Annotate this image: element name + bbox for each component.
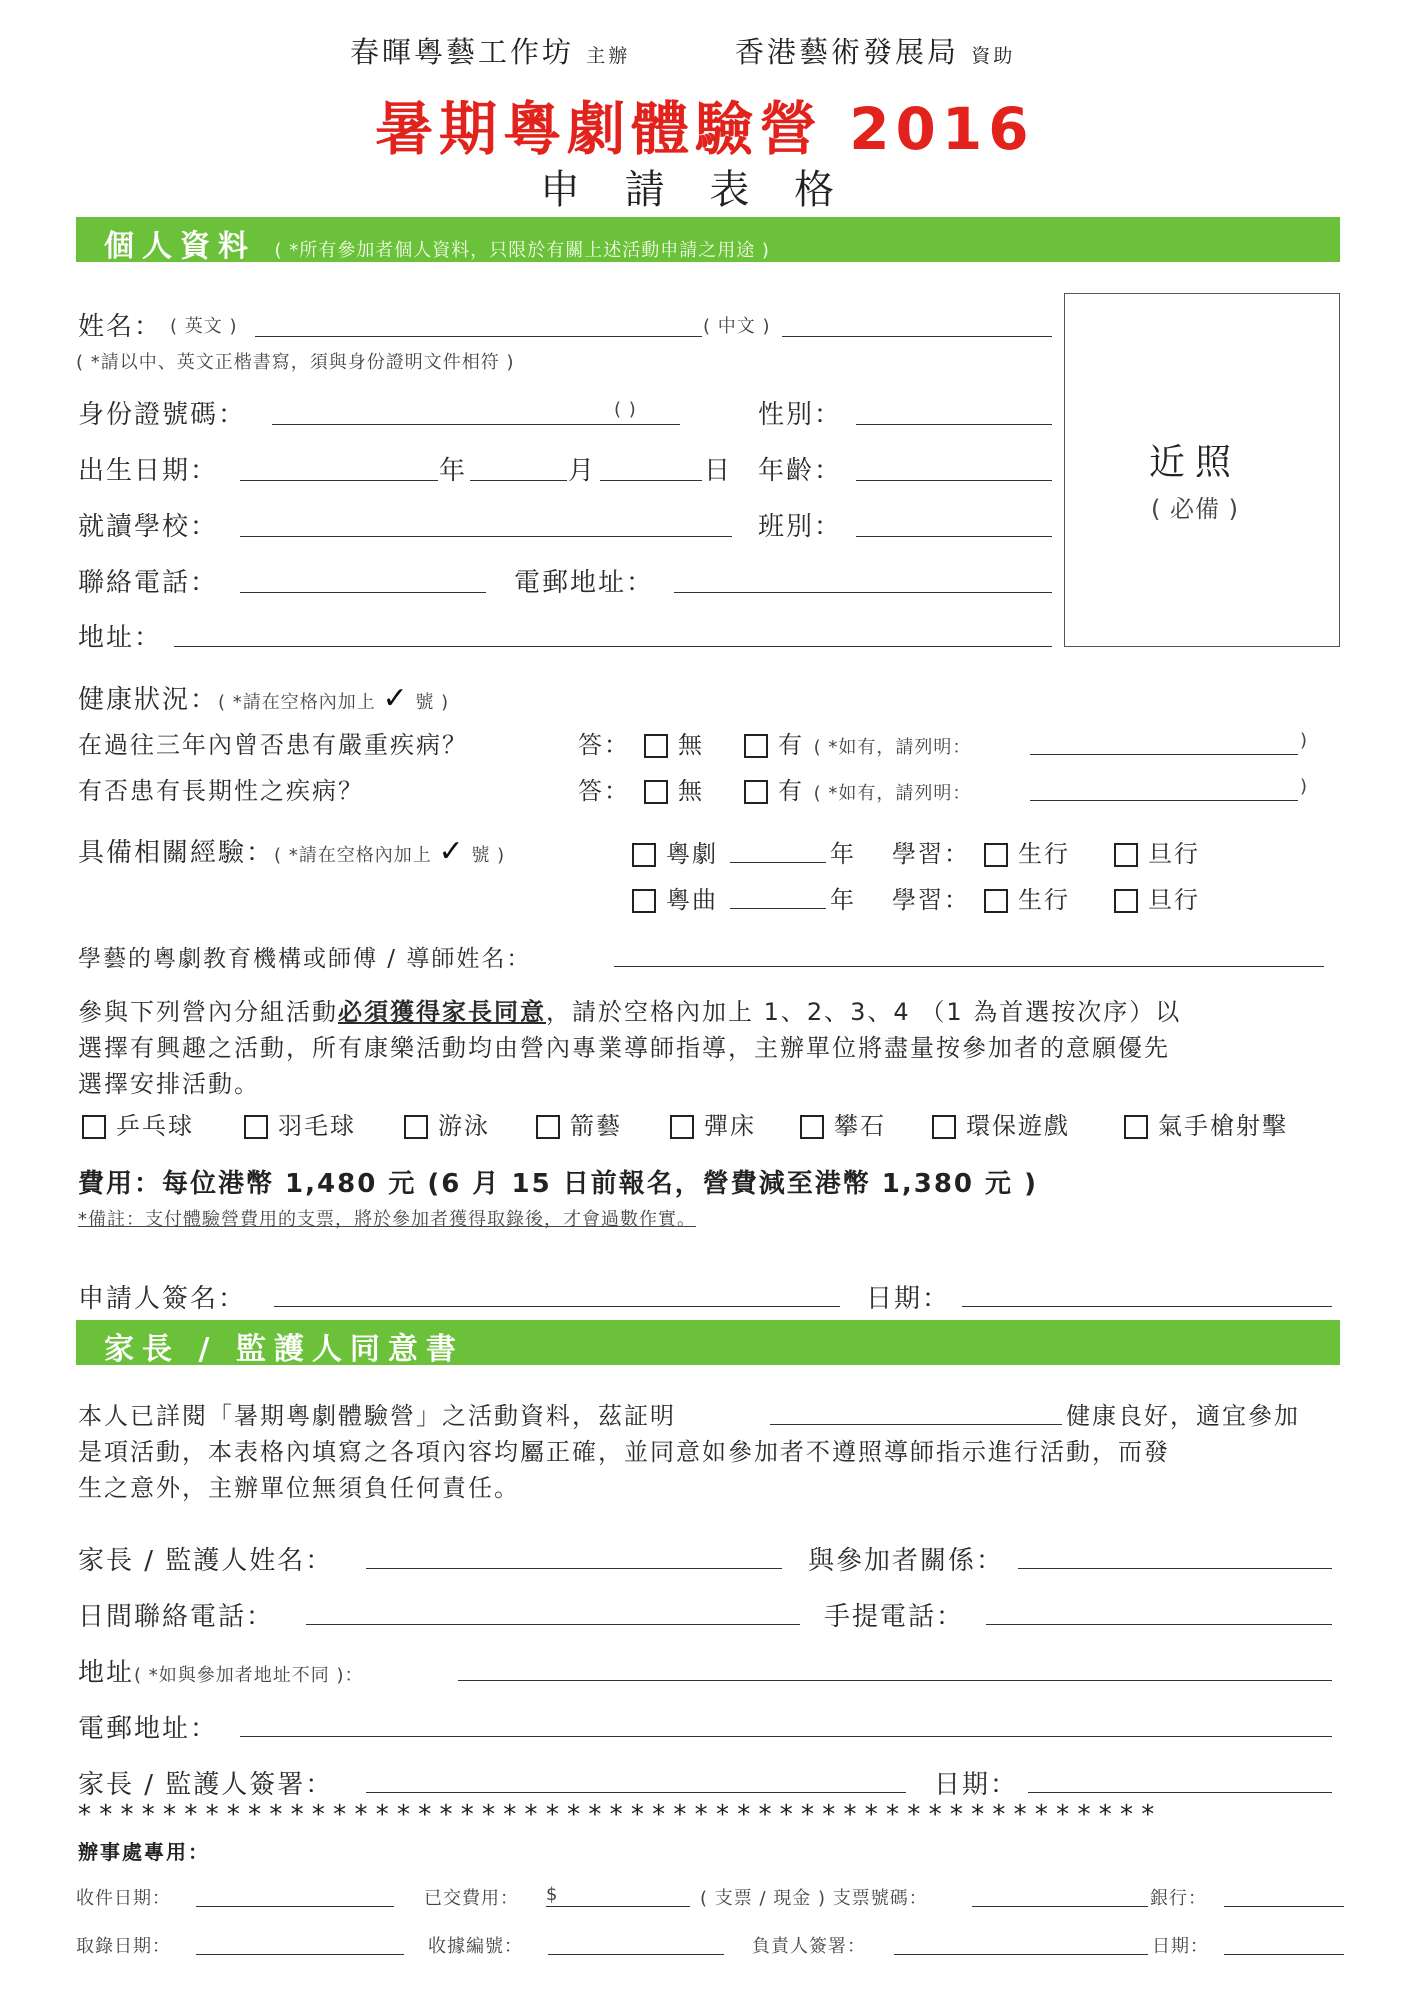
song-learn: 學習： — [892, 886, 970, 914]
photo-box[interactable] — [1064, 293, 1340, 647]
office-date-label: 日期： — [1152, 1936, 1209, 1957]
photo-title: 近照 — [1149, 442, 1242, 483]
parent-address-field[interactable] — [458, 1680, 1332, 1681]
organizer — [350, 30, 630, 71]
name-zh-label: ( 中文 ) — [703, 316, 771, 337]
dob-year-field[interactable] — [240, 480, 438, 481]
received-date-field[interactable] — [196, 1906, 394, 1907]
parent-date-field[interactable] — [1028, 1792, 1332, 1793]
parent-name-field[interactable] — [366, 1568, 782, 1569]
health-q1-close: ) — [1300, 730, 1309, 751]
rank-box[interactable] — [670, 1115, 694, 1139]
email-label: 電郵地址： — [514, 568, 655, 598]
phone-field[interactable] — [240, 592, 486, 593]
dollar-sign: $ — [546, 1884, 559, 1905]
opera-learn: 學習： — [892, 840, 970, 868]
applicant-date-field[interactable] — [962, 1306, 1332, 1307]
name-en-field[interactable] — [255, 336, 702, 337]
activities-para-2: 選擇有興趣之活動，所有康樂活動均由營內專業導師指導，主辦單位將盡量按參加者的意願優先 — [78, 1034, 1170, 1062]
relation-label: 與參加者關係： — [808, 1546, 1005, 1576]
officer-sign-label: 負責人簽署： — [752, 1936, 866, 1957]
office-date-field[interactable] — [1224, 1954, 1344, 1955]
name-zh-field[interactable] — [782, 336, 1052, 337]
checkbox[interactable] — [644, 780, 668, 804]
personal-band-note: ( *所有參加者個人資料，只限於有關上述活動申請之用途 ) — [274, 240, 770, 261]
parent-date-label: 日期： — [934, 1770, 1019, 1800]
dob-year-unit: 年 — [439, 456, 468, 486]
health-q2-yes[interactable]: 有 ( *如有，請列明： — [744, 771, 971, 806]
cheque-number-field[interactable] — [972, 1906, 1148, 1907]
parent-consent-band — [76, 1320, 1340, 1365]
teacher-field[interactable] — [614, 966, 1324, 967]
dob-month-unit: 月 — [568, 456, 597, 486]
health-q1-yes[interactable]: 有 ( *如有，請列明： — [744, 725, 971, 760]
id-label: 身份證號碼： — [78, 400, 247, 430]
gender-field[interactable] — [856, 424, 1052, 425]
address-label: 地址： — [78, 623, 163, 653]
page-title: 暑期粵劇體驗營 2016 — [375, 95, 1035, 163]
health-label — [78, 679, 449, 716]
parent-sign-label: 家長 / 監護人簽署： — [78, 1770, 334, 1800]
experience-title: 具備相關經驗： — [78, 838, 275, 868]
age-field[interactable] — [856, 480, 1052, 481]
checkbox[interactable] — [744, 734, 768, 758]
class-field[interactable] — [856, 536, 1052, 537]
receipt-label: 收據編號： — [428, 1936, 523, 1957]
checkbox[interactable] — [632, 889, 656, 913]
experience-note-end: 號 ) — [471, 845, 506, 866]
parent-band-title: 家長 / 監護人同意書 — [104, 1332, 464, 1367]
office-label: 辦事處專用： — [78, 1840, 210, 1864]
dob-day-unit: 日 — [704, 456, 733, 486]
rank-box[interactable] — [82, 1115, 106, 1139]
personal-info-band — [76, 217, 1340, 262]
address-field[interactable] — [174, 646, 1052, 647]
photo-note: ( 必備 ) — [1151, 495, 1239, 523]
form-subtitle: 申 請 表 格 — [540, 167, 851, 213]
name-en-label: ( 英文 ) — [170, 316, 238, 337]
health-note-end: 號 ) — [415, 692, 450, 713]
applicant-sign-label: 申請人簽名： — [78, 1284, 247, 1314]
activities-para-3: 選擇安排活動。 — [78, 1070, 260, 1098]
mobile-label: 手提電話： — [824, 1602, 965, 1632]
health-q2-close: ) — [1300, 776, 1309, 797]
parent-address-label: 地址( *如與參加者地址不同 )： — [78, 1658, 364, 1688]
day-phone-label: 日間聯絡電話： — [78, 1602, 275, 1632]
health-note: ( *請在空格內加上 — [218, 692, 376, 713]
receipt-field[interactable] — [548, 1954, 724, 1955]
checkbox[interactable] — [632, 843, 656, 867]
dob-day-field[interactable] — [600, 480, 702, 481]
mobile-field[interactable] — [986, 1624, 1332, 1625]
health-q2-detail-field[interactable] — [1030, 800, 1298, 801]
experience-label — [78, 832, 505, 869]
health-title: 健康狀況： — [78, 685, 219, 715]
id-check-digit[interactable]: ( ) — [614, 399, 637, 420]
day-phone-field[interactable] — [306, 1624, 800, 1625]
personal-band-title: 個人資料 — [104, 229, 256, 264]
health-q2-no[interactable]: 無 — [644, 771, 704, 806]
class-label: 班別： — [758, 512, 843, 542]
health-q2: 有否患有長期性之疾病？ — [78, 777, 364, 805]
checkbox[interactable] — [644, 734, 668, 758]
school-label: 就讀學校： — [78, 512, 219, 542]
consent-line-1b: 健康良好，適宜參加 — [1066, 1402, 1300, 1430]
rank-box[interactable] — [404, 1115, 428, 1139]
teacher-label: 學藝的粵劇教育機構或師傅 / 導師姓名： — [78, 946, 532, 972]
organizer-name: 春暉粵藝工作坊 — [350, 35, 575, 69]
email-field[interactable] — [674, 592, 1052, 593]
checkbox[interactable] — [984, 843, 1008, 867]
name-label: 姓名： — [78, 312, 163, 342]
received-date-label: 收件日期： — [76, 1888, 171, 1909]
dob-label: 出生日期： — [78, 456, 219, 486]
checkbox[interactable] — [1114, 843, 1138, 867]
fee-text: 費用：每位港幣 1,480 元 (6 月 15 日前報名，營費減至港幣 1,380 元 ) — [78, 1169, 1038, 1199]
health-q1: 在過往三年內曾否患有嚴重疾病？ — [78, 731, 468, 759]
song-year-unit: 年 — [830, 886, 856, 914]
paid-amount-field[interactable] — [546, 1906, 690, 1907]
health-q1-answer: 答： — [578, 731, 630, 759]
school-field[interactable] — [240, 536, 732, 537]
admit-date-label: 取錄日期： — [76, 1936, 171, 1957]
rank-box[interactable] — [536, 1115, 560, 1139]
sponsor-name: 香港藝術發展局 — [735, 35, 960, 69]
applicant-sign-field[interactable] — [274, 1306, 840, 1307]
opera-years-field[interactable] — [730, 862, 826, 863]
parent-name-label: 家長 / 監護人姓名： — [78, 1546, 334, 1576]
fee-note: *備註：支付體驗營費用的支票，將於參加者獲得取錄後，才會過數作實。 — [78, 1209, 696, 1230]
opera-female-role[interactable]: 旦行 — [1114, 834, 1200, 869]
activities-para-1: 參與下列營內分組活動必須獲得家長同意，請於空格內加上 1、2、3、4 （1 為首選按次序）以 — [78, 998, 1182, 1026]
consent-line-3: 生之意外，主辦單位無須負任何責任。 — [78, 1474, 520, 1502]
experience-opera[interactable]: 粵劇 — [632, 834, 718, 869]
song-female-role[interactable]: 旦行 — [1114, 880, 1200, 915]
parent-sign-field[interactable] — [366, 1792, 906, 1793]
separator-stars: * * * * * * * * * * * * * * * * * * * * * * * * * * * * * * * * * * * * * * * * * * * * * * * * * * * — [78, 1800, 1155, 1830]
gender-label: 性別： — [758, 400, 843, 430]
health-q2-answer: 答： — [578, 777, 630, 805]
checkbox[interactable] — [984, 889, 1008, 913]
applicant-date-label: 日期： — [866, 1284, 951, 1314]
bank-field[interactable] — [1224, 1906, 1344, 1907]
experience-song[interactable]: 粵曲 — [632, 880, 718, 915]
parent-email-field[interactable] — [240, 1736, 1332, 1737]
parent-address-note: ( *如與參加者地址不同 )： — [134, 1665, 364, 1686]
activity-table-tennis[interactable]: 乒乓球 — [82, 1106, 194, 1141]
check-mark-icon: ✓ — [438, 834, 465, 869]
rank-box[interactable] — [1124, 1115, 1148, 1139]
sponsor — [735, 30, 1015, 71]
bank-label: 銀行： — [1150, 1888, 1207, 1909]
organizer-role: 主辦 — [586, 45, 631, 67]
activity-badminton[interactable]: 羽毛球 — [244, 1106, 356, 1141]
id-field[interactable] — [272, 424, 680, 425]
rank-box[interactable] — [800, 1115, 824, 1139]
activity-swimming[interactable]: 游泳 — [404, 1106, 490, 1141]
song-years-field[interactable] — [730, 908, 826, 909]
activity-trampoline[interactable]: 彈床 — [670, 1106, 756, 1141]
parent-email-label: 電郵地址： — [78, 1714, 219, 1744]
opera-male-role[interactable]: 生行 — [984, 834, 1070, 869]
consent-line-2: 是項活動，本表格內填寫之各項內容均屬正確，並同意如參加者不遵照導師指示進行活動，而發 — [78, 1438, 1170, 1466]
name-note: ( *請以中、英文正楷書寫，須與身份證明文件相符 ) — [76, 352, 515, 373]
officer-sign-field[interactable] — [894, 1954, 1148, 1955]
relation-field[interactable] — [1018, 1568, 1332, 1569]
experience-note: ( *請在空格內加上 — [274, 845, 432, 866]
parent-consent-required: 必須獲得家長同意 — [338, 998, 546, 1026]
participant-name-field[interactable] — [770, 1424, 1062, 1425]
phone-label: 聯絡電話： — [78, 568, 219, 598]
sponsor-role: 資助 — [971, 45, 1016, 67]
consent-line-1a: 本人已詳閱「暑期粵劇體驗營」之活動資料，茲証明 — [78, 1402, 676, 1430]
rank-box[interactable] — [244, 1115, 268, 1139]
activity-rock-climbing[interactable]: 攀石 — [800, 1106, 886, 1141]
health-q1-no[interactable]: 無 — [644, 725, 704, 760]
opera-year-unit: 年 — [830, 840, 856, 868]
health-q1-detail-field[interactable] — [1030, 754, 1298, 755]
activity-eco-games[interactable]: 環保遊戲 — [932, 1106, 1070, 1141]
admit-date-field[interactable] — [196, 1954, 404, 1955]
age-label: 年齡： — [758, 456, 843, 486]
dob-month-field[interactable] — [470, 480, 567, 481]
song-male-role[interactable]: 生行 — [984, 880, 1070, 915]
rank-box[interactable] — [932, 1115, 956, 1139]
activity-air-pistol[interactable]: 氣手槍射擊 — [1124, 1106, 1288, 1141]
check-mark-icon: ✓ — [382, 681, 409, 716]
activity-archery[interactable]: 箭藝 — [536, 1106, 622, 1141]
paid-label: 已交費用： — [424, 1888, 519, 1909]
payment-method: ( 支票 / 現金 ) 支票號碼： — [700, 1888, 928, 1909]
checkbox[interactable] — [744, 780, 768, 804]
checkbox[interactable] — [1114, 889, 1138, 913]
